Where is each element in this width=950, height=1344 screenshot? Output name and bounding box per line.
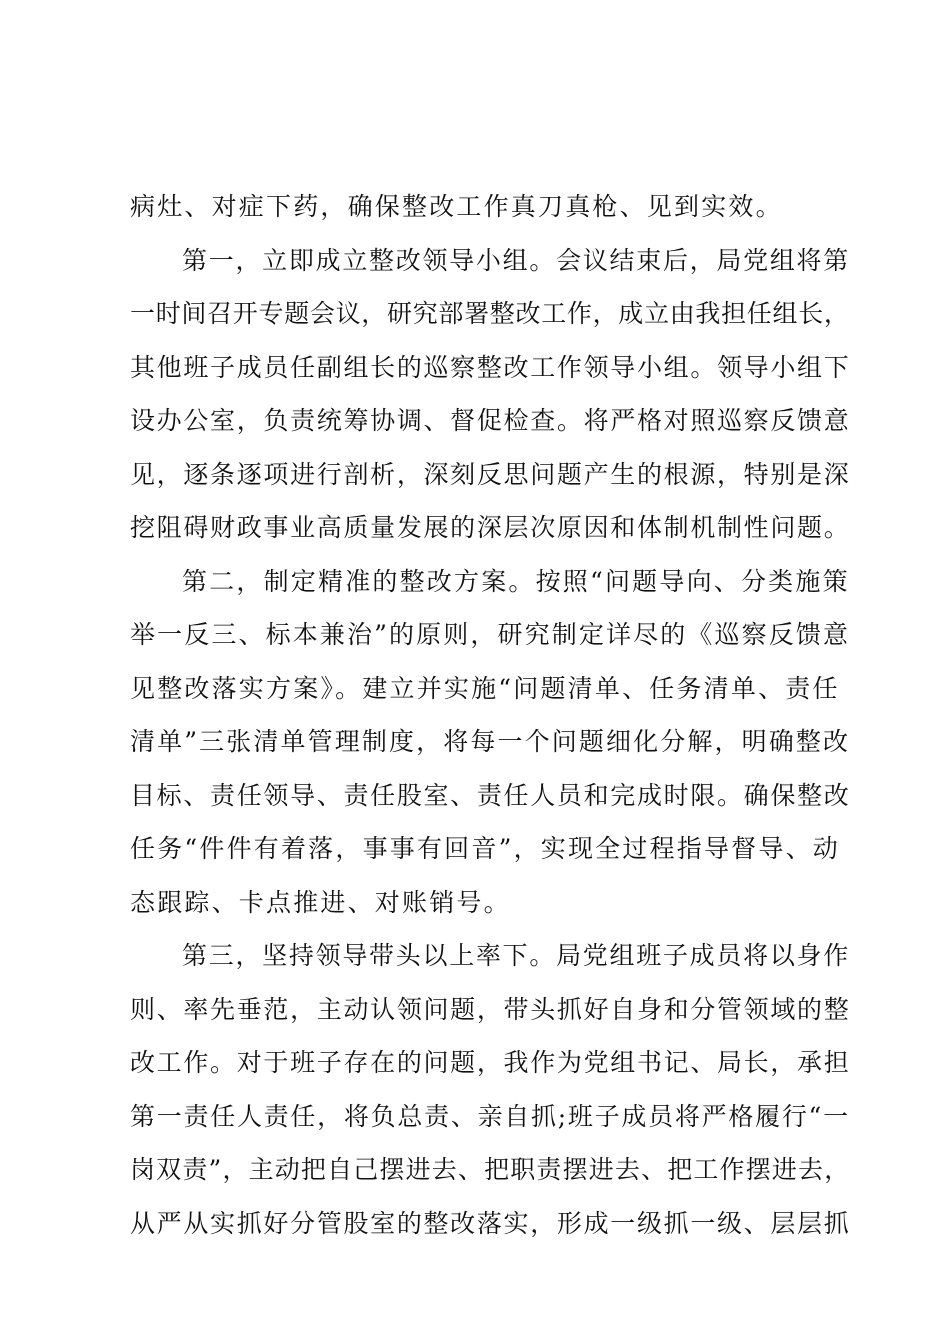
text-line: 其他班子成员任副组长的巡察整改工作领导小组。领导小组下 <box>130 352 851 382</box>
text-line: 从严从实抓好分管股室的整改落实，形成一级抓一级、层层抓 <box>130 1208 851 1238</box>
text-line: 第一责任人责任，将负总责、亲自抓;班子成员将严格履行“一 <box>130 1101 850 1131</box>
paragraph-3-start: 第三，坚持领导带头以上率下。局党组班子成员将以身作 <box>182 941 851 970</box>
text-line: 见，逐条逐项进行剖析，深刻反思问题产生的根源，特别是深 <box>130 459 851 489</box>
paragraph-1-start: 第一，立即成立整改领导小组。会议结束后，局党组将第 <box>182 245 851 275</box>
text-line: 挖阻碍财政事业高质量发展的深层次原因和体制机制性问题。 <box>130 513 851 542</box>
text-line: 态跟踪、卡点推进、对账销号。 <box>130 887 511 917</box>
text-line: 任务“件件有着落，事事有回音”，实现全过程指导督导、动 <box>130 834 840 863</box>
text-line: 病灶、对症下药，确保整改工作真刀真枪、见到实效。 <box>130 192 783 221</box>
document-body <box>130 180 851 1250</box>
paragraph-2-start: 第二，制定精准的整改方案。按照“问题导向、分类施策 <box>182 566 850 596</box>
text-line: 目标、责任领导、责任股室、责任人员和完成时限。确保整改 <box>130 780 851 810</box>
text-line: 一时间召开专题会议，研究部署整改工作，成立由我担任组长， <box>130 299 850 328</box>
text-line: 清单”三张清单管理制度，将每一个问题细化分解，明确整改 <box>130 727 851 756</box>
text-line: 则、率先垂范，主动认领问题，带头抓好自身和分管领域的整 <box>130 994 851 1024</box>
text-line: 改工作。对于班子存在的问题，我作为党组书记、局长，承担 <box>130 1048 851 1077</box>
text-line: 见整改落实方案》。建立并实施“问题清单、任务清单、责任 <box>130 673 840 703</box>
text-line: 岗双责”，主动把自己摆进去、把职责摆进去、把工作摆进去， <box>130 1155 851 1184</box>
text-line: 举一反三、标本兼治”的原则，研究制定详尽的《巡察反馈意 <box>130 620 851 649</box>
text-line: 设办公室，负责统筹协调、督促检查。将严格对照巡察反馈意 <box>130 406 851 435</box>
